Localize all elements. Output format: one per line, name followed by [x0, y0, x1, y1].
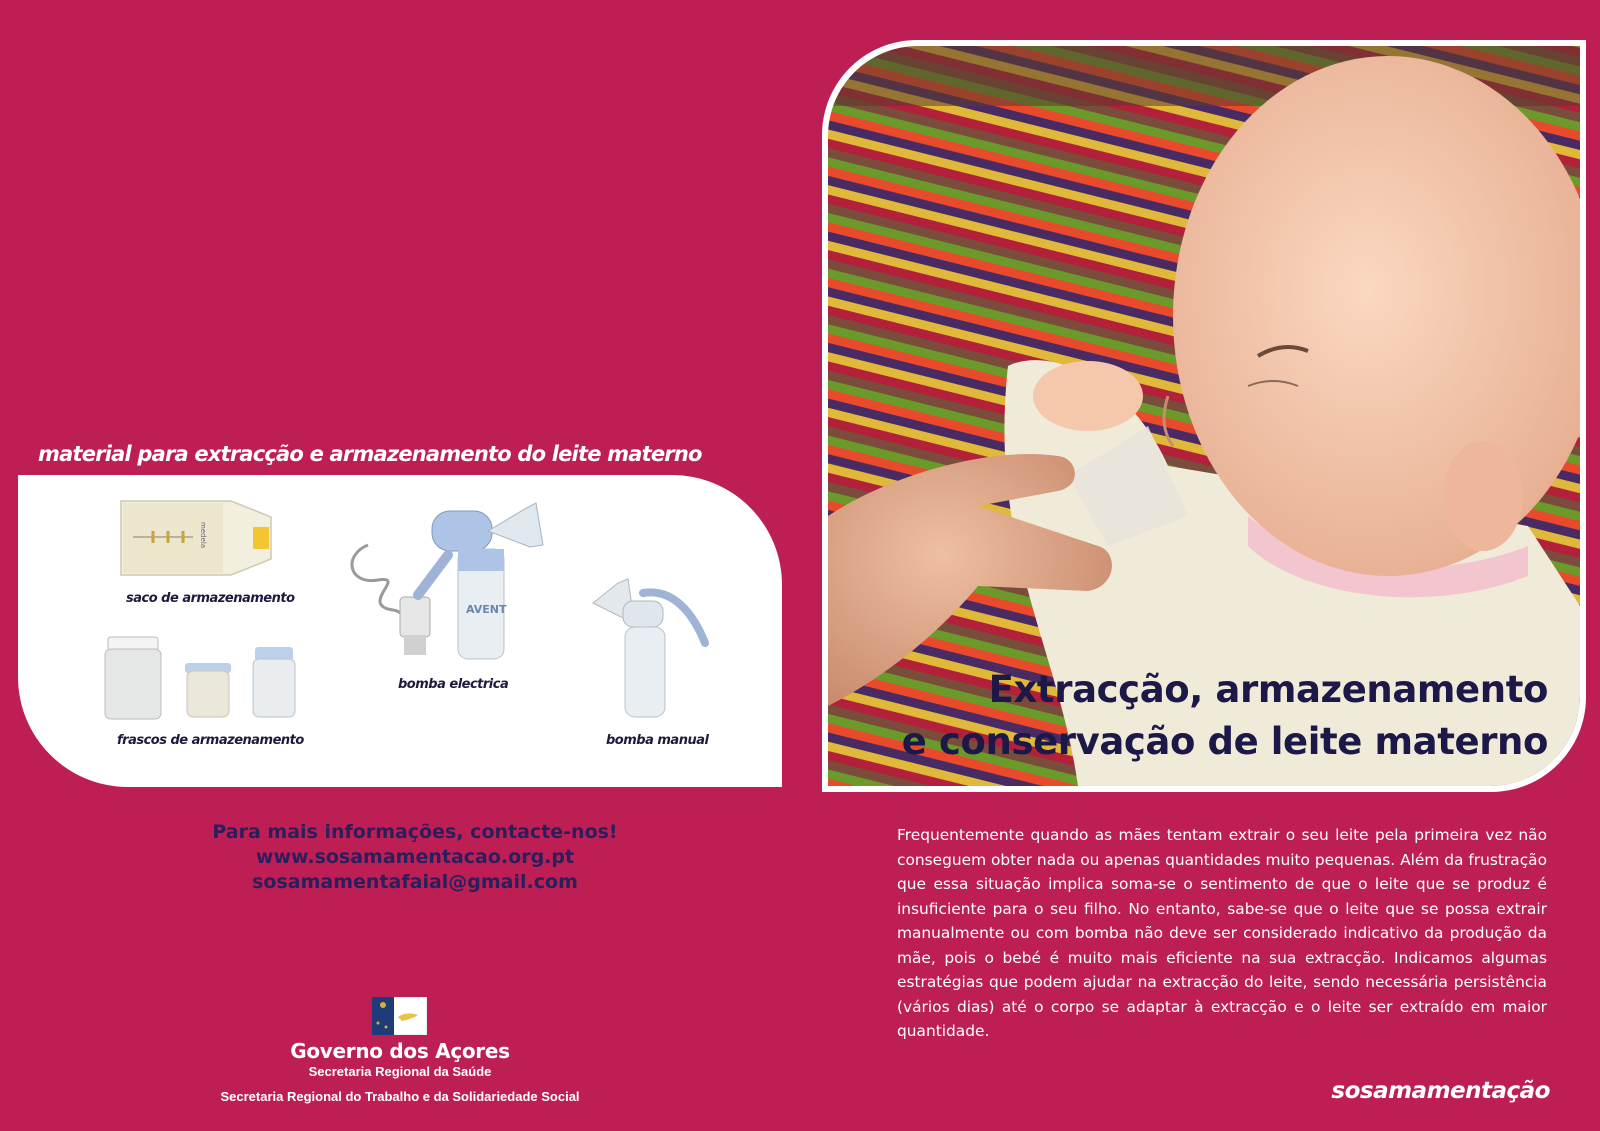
bag-brand-text: medela	[199, 522, 207, 549]
cover-title-line-2: e conservação de leite materno	[901, 720, 1548, 763]
storage-jars-image	[103, 635, 303, 725]
manual-pump-label: bomba manual	[606, 733, 709, 748]
government-subtitle: Secretaria Regional da Saúde	[308, 1064, 492, 1079]
materials-card	[18, 475, 782, 787]
electric-pump-image	[338, 485, 558, 675]
storage-jars-label: frascos de armazenamento	[117, 733, 304, 748]
contact-heading: Para mais informações, contacte-nos!	[212, 821, 618, 843]
materials-heading: material para extracção e armazenamento do leite materno	[38, 442, 702, 466]
government-subtitle-2: Secretaria Regional do Trabalho e da Solidariedade Social	[220, 1089, 580, 1104]
azores-flag-icon	[372, 997, 427, 1035]
electric-pump-label: bomba electrica	[398, 677, 509, 692]
cover-title	[902, 664, 1548, 768]
website-link[interactable]: www.sosamamentacao.org.pt	[255, 846, 575, 868]
manual-pump-image	[583, 573, 713, 723]
intro-paragraph: Frequentemente quando as mães tentam extrair o seu leite pela primeira vez não conseguem obter nada ou apenas quantidades muito pequenas. Além da frustração que essa situação implica soma-se o sentimento de que o leite que se produz é insuficiente para o seu filho. No entanto, sabe-se que o leite que se possa extrair manualmente ou com bomba não deve ser considerado indicativo da produção da mãe, pois o bebé é muito mais eficiente na sua extracção. Indicamos algumas estratégias que podem ajudar na extracção do leite, sendo necessária persistência (vários dias) até o corpo se adaptar à extracção e o leite ser extraído em maior quantidade.	[897, 826, 1547, 1040]
email-link[interactable]: sosamamentafaial@gmail.com	[252, 871, 578, 893]
pump-brand-text: AVENT	[466, 603, 507, 616]
storage-bag-label: saco de armazenamento	[126, 591, 295, 606]
cover-title-line-1: Extracção, armazenamento	[988, 668, 1548, 711]
sosamamentacao-logo: sosamamentação	[1331, 1078, 1550, 1104]
government-title: Governo dos Açores	[290, 1039, 510, 1063]
contact-block	[170, 820, 660, 895]
storage-bag-image	[113, 497, 273, 577]
